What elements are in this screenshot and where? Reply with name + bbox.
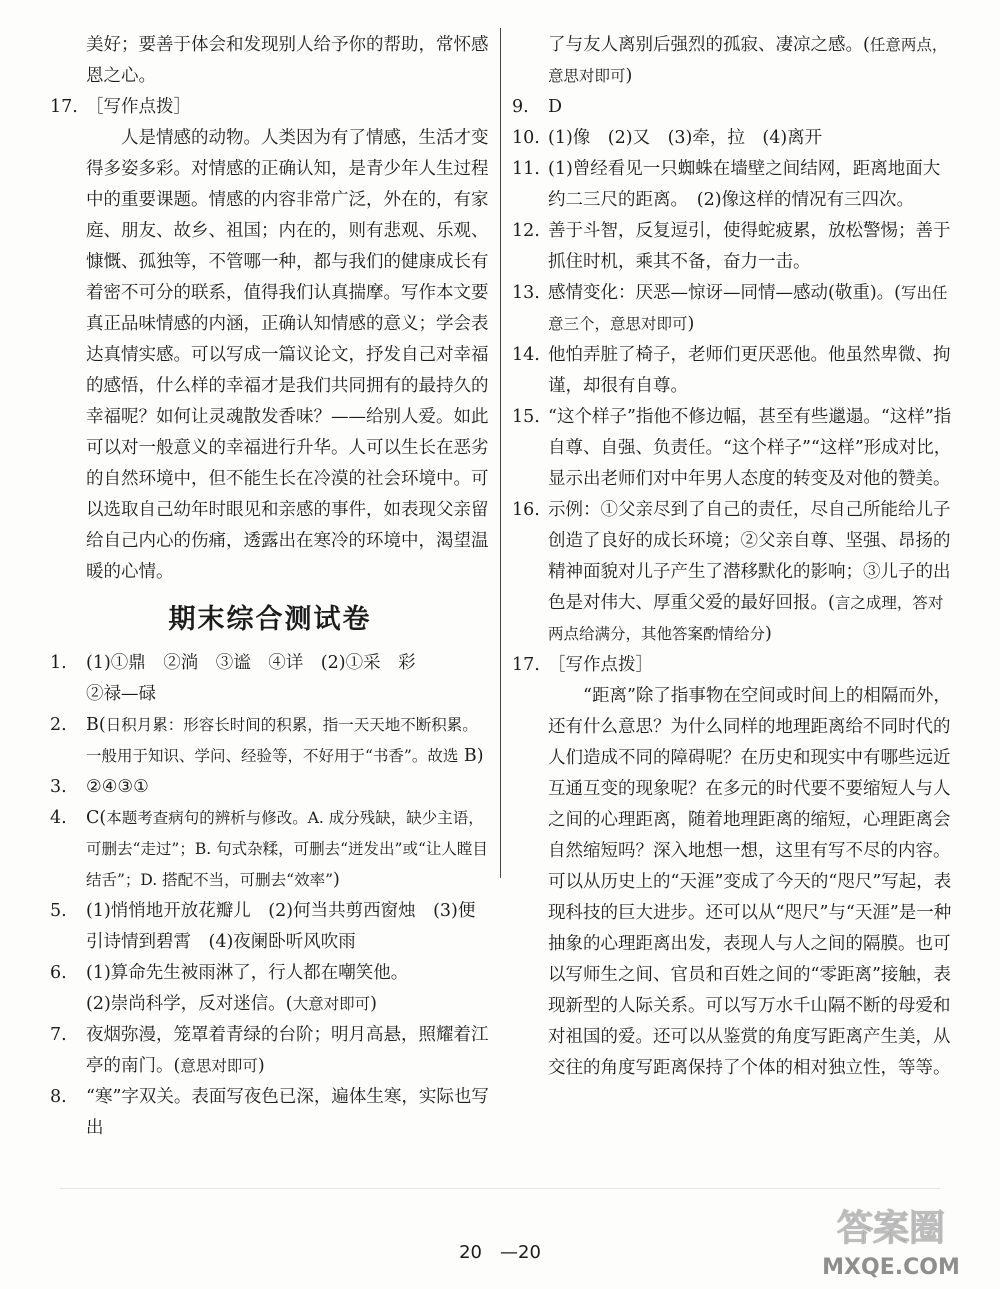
answer-item-8 xyxy=(50,1082,490,1144)
answer-item-11 xyxy=(512,154,952,216)
item-number: 7. xyxy=(50,1025,67,1045)
answer-text: ) xyxy=(333,870,340,890)
answer-text: C( xyxy=(86,808,107,828)
answer-item-4 xyxy=(50,803,490,896)
item-number: 17. xyxy=(512,655,540,675)
answer-item-12 xyxy=(512,216,952,278)
item-number: 3. xyxy=(50,777,67,797)
section-heading: 期末综合测试卷 xyxy=(168,604,372,635)
column-divider xyxy=(500,28,501,878)
left-column xyxy=(50,30,490,1144)
answer-item-17-right xyxy=(512,650,952,681)
answer-note: 言之成理，答对两点给满分，其他答案酌情给分 xyxy=(548,594,944,643)
section-tag: ［写作点拨］ xyxy=(548,655,653,675)
watermark-logo-graphic xyxy=(796,1196,986,1282)
answer-text: ②禄—碌 xyxy=(86,684,156,704)
item-number: 13. xyxy=(512,283,540,303)
answer-item-17-left xyxy=(50,92,490,123)
answer-text: 示例：①父亲尽到了自己的责任，尽自己所能给儿子创造了良好的成长环境；②父亲自尊、坚强、昂扬的精神面貌对儿子产生了潜移默化的影响；③儿子的出色是对伟大、厚重父爱的最好回报。( xyxy=(548,500,951,613)
footer-rule xyxy=(60,1188,940,1189)
item-number: 10. xyxy=(512,128,540,148)
answer-item-13 xyxy=(512,278,952,340)
answer-item-9 xyxy=(512,92,952,123)
answer-text: (1)像 (2)又 (3)牵，拉 (4)离开 xyxy=(548,128,823,148)
item-number: 4. xyxy=(50,808,67,828)
item-number: 17. xyxy=(50,97,78,117)
answer-item-15 xyxy=(512,402,952,495)
right-column xyxy=(512,30,952,1084)
answer-text: “寒”字双关。表面写夜色已深，遍体生寒，实际也写出 xyxy=(86,1087,489,1138)
answer-text: 了与友人离别后强烈的孤寂、凄凉之感。( xyxy=(548,35,870,55)
watermark-top-text: 答案圈 xyxy=(836,1208,946,1249)
answer-note: 本题考查病句的辨析与修改。A. 成分残缺，缺少主语，可删去“走过”；B. 句式杂糅，可删去“迸发出”或“让人瞠目结舌”；D. 搭配不当，可删去“效率” xyxy=(86,809,488,889)
item-number: 16. xyxy=(512,500,540,520)
item-number: 6. xyxy=(50,963,67,983)
writing-tip-paragraph: “距离”除了指事物在空间或时间上的相隔而外，还有什么意思？为什么同样的地理距离给不同时代的人们造成不同的障碍呢？在历史和现实中有哪些远近互通互变的现象呢？在多元的时代要不要缩短人与人之间的心理距离，随着地理距离的缩短，心理距离会自然缩短吗？深入地想一想，这里有写不尽的内容。可以从历史上的“天涯”变成了今天的“咫尺”写起，表现科技的巨大进步。还可以从“咫尺”与“天涯”是一种抽象的心理距离出发，表现人与人之间的隔膜。也可以写师生之间、官员和百姓之间的“零距离”接触，表现新型的人际关系。可以写万水千山隔不断的母爱和对祖国的爱。还可以从鉴赏的角度写距离产生美，从交往的角度写距离保持了个体的相对独立性，等等。 xyxy=(548,686,952,1078)
answer-note: 大意对即可 xyxy=(292,995,371,1013)
item-number: 12. xyxy=(512,221,540,241)
answer-continuation xyxy=(512,30,952,92)
item-number: 1. xyxy=(50,653,67,673)
answer-item-1 xyxy=(50,648,490,710)
answer-text: ) xyxy=(687,314,695,334)
item-number: 2. xyxy=(50,715,67,735)
item-number: 14. xyxy=(512,345,540,365)
answer-continuation xyxy=(50,30,490,92)
answer-text: B( xyxy=(86,715,106,735)
answer-text: “这个样子”指他不修边幅，甚至有些邋遢。“这样”指自尊、自强、负责任。“这个样子”“这样”形成对比，显示出老师们对中年男人态度的转变及对他的赞美。 xyxy=(548,407,952,489)
answer-text: ②④③① xyxy=(86,777,149,797)
answer-note: 意思对即可 xyxy=(180,1057,258,1075)
answer-note: 写出任意三个，意思对即可 xyxy=(548,284,948,333)
answer-text: 善于斗智，反复逗引，使得蛇疲累，放松警惕；善于抓住时机，乘其不备，奋力一击。 xyxy=(548,221,951,272)
answer-note: 任意两点，意思对即可 xyxy=(548,36,948,85)
watermark-bottom-text: MXQE.COM xyxy=(822,1255,960,1280)
answer-text: D xyxy=(548,97,563,117)
answer-text: 感情变化：厌恶—惊讶—同情—感动(敬重)。( xyxy=(548,283,901,303)
answer-text: 他怕弄脏了椅子，老师们更厌恶他。他虽然卑微、拘谨，却很有自尊。 xyxy=(548,345,951,396)
text-line: 恩之心。 xyxy=(86,66,156,86)
answer-item-3 xyxy=(50,772,490,803)
item-number: 15. xyxy=(512,407,540,427)
answer-text: ) xyxy=(257,1056,265,1076)
answer-item-6 xyxy=(50,958,490,1020)
item-number: 8. xyxy=(50,1087,67,1107)
watermark-logo xyxy=(796,1196,986,1282)
answer-text: ) xyxy=(765,624,772,644)
answer-text: (1)①鼎 ②淌 ③谧 ④详 (2)①采 彩 xyxy=(86,653,416,673)
item-number: 11. xyxy=(512,159,540,179)
answer-item-14 xyxy=(512,340,952,402)
answer-item-7 xyxy=(50,1020,490,1082)
item-number: 9. xyxy=(512,97,529,117)
answer-text: (1)算命先生被雨淋了，行人都在嘲笑他。 xyxy=(86,963,409,983)
answer-text: (1)悄悄地开放花瓣儿 (2)何当共剪西窗烛 (3)便引诗情到碧霄 (4)夜阑卧听风吹雨 xyxy=(86,901,476,952)
answer-item-16 xyxy=(512,495,952,650)
answer-text: ) xyxy=(625,66,633,86)
answer-text: B) xyxy=(458,746,484,766)
answer-text: (1)曾经看见一只蜘蛛在墙壁之间结网，距离地面大约二三尺的距离。 (2)像这样的情况有三四次。 xyxy=(548,159,941,210)
section-tag: ［写作点拨］ xyxy=(86,97,191,117)
text-line: 美好；要善于体会和发现别人给予你的帮助，常怀感 xyxy=(86,35,489,55)
answer-item-5 xyxy=(50,896,490,958)
item-number: 5. xyxy=(50,901,67,921)
answer-text: (2)崇尚科学，反对迷信。( xyxy=(86,994,293,1014)
answer-item-2 xyxy=(50,710,490,772)
writing-tip-paragraph: 人是情感的动物。人类因为有了情感，生活才变得多姿多彩。对情感的正确认知，是青少年人生过程中的重要课题。情感的内容非常广泛，外在的，有家庭、朋友、故乡、祖国；内在的，则有悲观、乐观、慷慨、孤独等，不管哪一种，都与我们的健康成长有着密不可分的联系，值得我们认真揣摩。写作本文要真正品味情感的内涵，正确认知情感的意义；学会表达真情实感。可以写成一篇议论文，抒发自己对幸福的感悟，什么样的幸福才是我们共同拥有的最持久的幸福呢？如何让灵魂散发香味？——给别人爱。如此可以对一般意义的幸福进行升华。人可以生长在恶劣的自然环境中，但不能生长在冷漠的社会环境中。可以选取自己幼年时眼见和亲感的事件，如表现父亲留给自己内心的伤痛，透露出在寒冷的环境中，渴望温暖的心情。 xyxy=(86,128,489,582)
answer-text: ) xyxy=(370,994,377,1014)
answer-note: 日积月累：形容长时间的积累，指一天天地不断积累。一般用于知识、学问、经验等，不好用于“书香”。故选 xyxy=(86,716,478,765)
page-number: 20 —20 xyxy=(459,1242,541,1263)
answer-item-10 xyxy=(512,123,952,154)
answer-text: 夜烟弥漫，笼罩着青绿的台阶；明月高悬，照耀着江亭的南门。( xyxy=(86,1025,489,1076)
